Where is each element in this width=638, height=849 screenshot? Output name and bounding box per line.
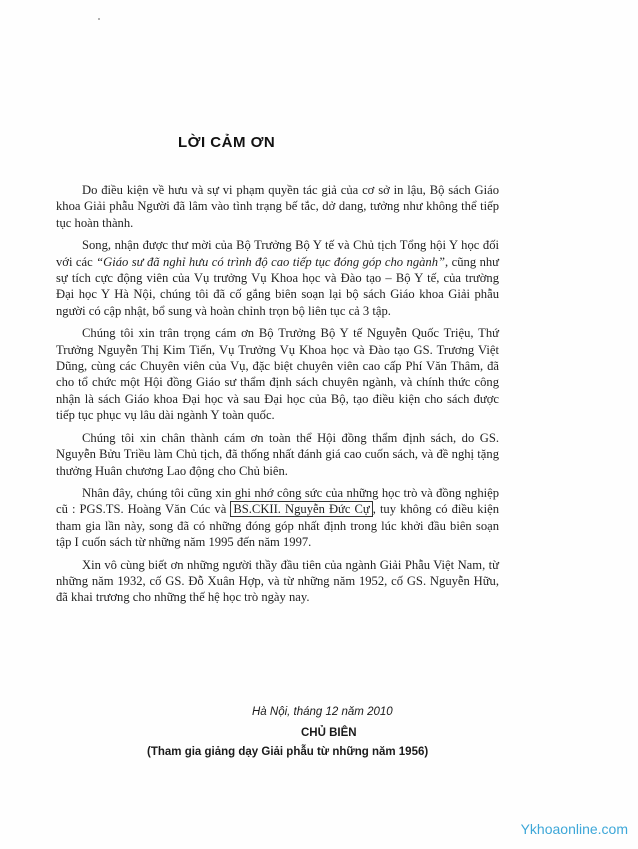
acknowledgement-body [56, 182, 499, 612]
paragraph-5-rest: , tuy không có điều kiện tham gia lần này, song đã có những đóng góp nhất định trong lúc khởi đầu biên soạn tập I cuốn sách từ những năm 1995 đến năm 1997. [56, 502, 499, 550]
paragraph-2-intro: Song, nhận được thư mời của Bộ Trưởng Bộ Y tế và Chủ tịch Tổng hội Y học đối với các [56, 238, 499, 269]
highlighted-name-box: BS.CKII. Nguyễn Đức Cự [230, 501, 372, 517]
site-watermark: Ykhoaonline.com [520, 821, 628, 837]
paragraph-2 [56, 237, 499, 319]
signature-place-date: Hà Nội, tháng 12 năm 2010 [252, 706, 393, 718]
signature-role: CHỦ BIÊN [301, 727, 357, 739]
paragraph-2-rest: , cũng như sự tích cực động viên của Vụ trưởng Vụ Khoa học và Đào tạo – Bộ Y tế, của trường Đại học Y Hà Nội, chúng tôi đã cố gắng biên soạn lại bộ sách Giáo khoa Giải phẫu người có cập nhật, bổ sung và hoàn chỉnh trọn bộ liên tục cả 3 tập. [56, 254, 499, 318]
paragraph-1: Do điều kiện về hưu và sự vi phạm quyền tác giả của cơ sở in lậu, Bộ sách Giáo khoa Giải phẫu Người đã lâm vào tình trạng bế tắc, dở dang, tưởng như không thể tiếp tục hoàn thành. [56, 183, 499, 230]
paragraph-5 [56, 485, 499, 551]
paragraph-2-quote: “Giáo sư đã nghỉ hưu có trình độ cao tiếp tục đóng góp cho ngành” [96, 254, 446, 269]
scan-speck [98, 18, 100, 20]
paragraph-5-intro: Nhân đây, chúng tôi cũng xin ghi nhớ công sức của những học trò và đồng nghiệp cũ : PGS.TS. Hoàng Văn Cúc và [56, 485, 499, 517]
page-title: LỜI CẢM ƠN [178, 134, 276, 151]
paragraph-4: Chúng tôi xin chân thành cám ơn toàn thể Hội đồng thẩm định sách, do GS. Nguyễn Bửu Triều làm Chủ tịch, đã thống nhất đánh giá cao cuốn sách, và đề nghị tặng thưởng Huân chương Lao động cho Chủ biên. [56, 430, 499, 478]
paragraph-3: Chúng tôi xin trân trọng cám ơn Bộ Trưởng Bộ Y tế Nguyễn Quốc Triệu, Thứ Trưởng Nguyễn Thị Kim Tiến, Vụ Trưởng Vụ Khoa học và Đào tạo GS. Trương Việt Dũng, cùng các Chuyên viên của Vụ, đặc biệt chuyên viên cao cấp Phí Văn Thâm, đã cho tổ chức một Hội đồng Giáo sư thẩm định sách chuyên ngành, và chính thức công nhận là sách Giáo khoa Đại học và sau Đại học của Bộ, tạo điều kiện cho sách được tiếp tục phục vụ lâu dài ngành Y toàn quốc. [56, 326, 499, 423]
signature-note: (Tham gia giảng dạy Giải phẫu từ những năm 1956) [147, 746, 429, 758]
paragraph-6: Xin vô cùng biết ơn những người thầy đầu tiên của ngành Giải Phẫu Việt Nam, từ những năm 1932, cố GS. Đỗ Xuân Hợp, và từ những năm 1952, cố GS. Nguyễn Hữu, đã khai trương cho những thế hệ học trò ngày nay. [56, 557, 499, 605]
